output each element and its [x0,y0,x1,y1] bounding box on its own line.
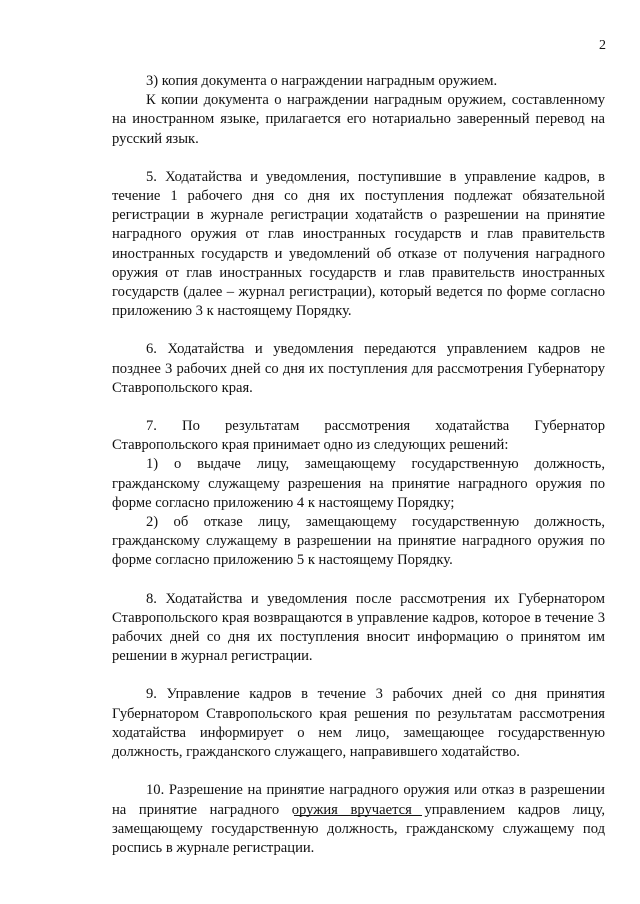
paragraph-gap [112,666,605,685]
clause-7-option-2: 2) об отказе лицу, замещающему государственную должность, гражданскому служащему в разрешении на принятие наградного оружия по форме согласно приложению 5 к настоящему Порядку. [112,514,605,569]
paragraph-gap [112,398,605,417]
clause-7-paragraph: 7. По результатам рассмотрения ходатайства Губернатор Ставропольского края принимает одно из следующих решений: [112,418,605,454]
clause-5-paragraph: 5. Ходатайства и уведомления, поступившие в управление кадров, в течение 1 рабочего дня со дня их поступления подлежат обязательной регистрации в журнале регистрации ходатайств о разрешении на принятие наградного оружия от глав иностранных государств и глав правительств иностранных государств и уведомлений об отказе от получения наградного оружия от глав иностранных государств и глав правительств иностранных государств (далее – журнал регистрации), который ведется по форме согласно приложению 3 к настоящему Порядку. [112,168,605,320]
end-divider-line [294,815,422,816]
paragraph-gap [112,149,605,168]
page-number: 2 [599,38,606,53]
clause-6-paragraph: 6. Ходатайства и уведомления передаются управлением кадров не позднее 3 рабочих дней со дня их поступления для рассмотрения Губернатору Ставропольского края. [112,341,605,396]
clause-8-paragraph: 8. Ходатайства и уведомления после рассмотрения их Губернатором Ставропольского края возвращаются в управление кадров, которое в течение 3 рабочих дней со дня их поступления вносит информацию о принятом им решении в журнал регистрации. [112,590,605,665]
paragraph-gap [112,762,605,781]
clause-9-paragraph: 9. Управление кадров в течение 3 рабочих дней со дня принятия Губернатором Ставропольского края решения по результатам рассмотрения ходатайства информирует о нем лицо, замещающее государственную должность, гражданского служащего, направившего ходатайство. [112,686,605,761]
list-item-3: 3) копия документа о награждении наградным оружием. [146,73,498,89]
paragraph-gap [112,571,605,590]
paragraph-gap [112,321,605,340]
clause-10-paragraph: 10. Разрешение на принятие наградного оружия или отказ в разрешении на принятие наградного оружия вручается управлением кадров лицу, замещающему государственную должность, гражданскому служащему под роспись в журнале регистрации. [112,782,605,856]
clause-7-option-1: 1) о выдаче лицу, замещающему государственную должность, гражданскому служащему разрешения на принятие наградного оружия по форме согласно приложению 4 к настоящему Порядку; [112,456,605,511]
translation-note-paragraph: К копии документа о награждении наградным оружием, составленному на иностранном языке, прилагается его нотариально заверенный перевод на русский язык. [112,92,605,147]
document-body [112,72,605,858]
